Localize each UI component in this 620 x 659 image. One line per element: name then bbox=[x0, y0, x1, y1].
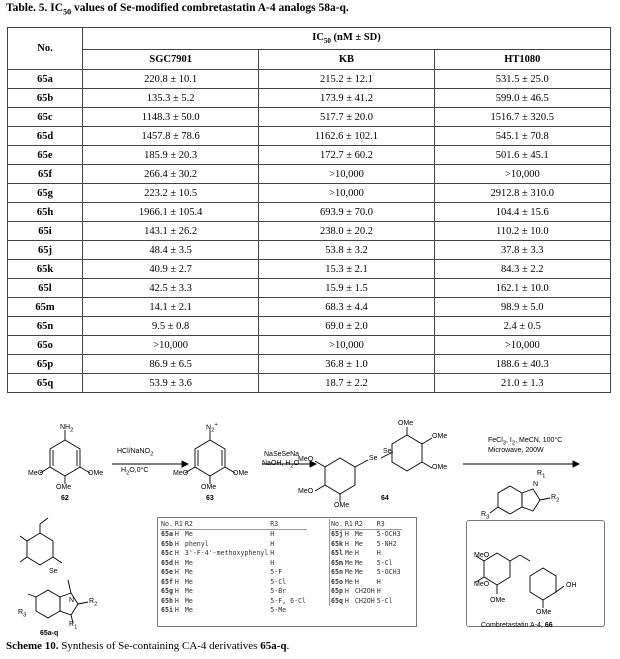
substituent-row bbox=[160, 549, 307, 559]
ic50-value-cell: 599.0 ± 46.5 bbox=[434, 89, 610, 108]
substituent-row bbox=[330, 596, 402, 606]
col-kb-header: KB bbox=[259, 50, 434, 70]
ic50-value-cell: 15.3 ± 2.1 bbox=[259, 260, 434, 279]
table-row bbox=[8, 355, 611, 374]
table-row bbox=[8, 279, 611, 298]
oh-label-66: OH bbox=[566, 582, 577, 589]
substituent-cell: Me bbox=[354, 558, 363, 567]
substituent-cell: 65d bbox=[161, 558, 173, 567]
substituent-cell: Me bbox=[354, 568, 363, 577]
ic50-value-cell: 215.2 ± 12.1 bbox=[259, 70, 434, 89]
substituent-cell: Me bbox=[344, 577, 353, 586]
compound-id-cell: 65b bbox=[8, 89, 83, 108]
ome-label-64b: OMe bbox=[432, 433, 448, 440]
substituent-cell: H bbox=[376, 587, 381, 596]
substituent-cell: H bbox=[344, 539, 349, 548]
substituent-cell: R2 bbox=[184, 519, 269, 529]
col-ht1080-header: HT1080 bbox=[434, 50, 610, 70]
substituent-cell: H bbox=[354, 549, 359, 558]
substituent-cell: Me bbox=[184, 568, 193, 577]
substituent-cell: 5-Me bbox=[270, 606, 287, 615]
substituent-row bbox=[160, 529, 307, 539]
substituent-cell: H bbox=[174, 577, 179, 586]
r2-label-65: $R_2$ bbox=[89, 598, 98, 608]
ic50-value-cell: 1162.6 ± 102.1 bbox=[259, 127, 434, 146]
ome-label-62a: OMe bbox=[88, 470, 104, 477]
substituent-cell: CH2OH bbox=[354, 596, 375, 605]
meo-label-63: MeO bbox=[173, 470, 189, 477]
substituent-cell: R2 bbox=[354, 519, 376, 529]
substituent-cell: No. bbox=[331, 519, 343, 528]
ome-label-66a: OMe bbox=[490, 597, 506, 604]
substituent-cell: Me bbox=[354, 539, 363, 548]
ic50-value-cell: 143.1 ± 26.2 bbox=[83, 222, 259, 241]
substituent-cell: H bbox=[354, 577, 359, 586]
r3-label-65: $R_3$ bbox=[18, 609, 27, 619]
table-row bbox=[8, 184, 611, 203]
ic50-value-cell: >10,000 bbox=[259, 165, 434, 184]
compound-id-cell: 65i bbox=[8, 222, 83, 241]
substituent-row bbox=[330, 539, 402, 549]
ic50-value-cell: 68.3 ± 4.4 bbox=[259, 298, 434, 317]
substituent-cell: H bbox=[270, 530, 275, 539]
substituent-table bbox=[157, 517, 417, 627]
table-row bbox=[8, 89, 611, 108]
substituent-cell: H bbox=[174, 539, 179, 548]
substituent-row bbox=[160, 606, 307, 616]
compound-id-cell: 65a bbox=[8, 70, 83, 89]
ic50-value-cell: 9.5 ± 0.8 bbox=[83, 317, 259, 336]
compound-id-cell: 65p bbox=[8, 355, 83, 374]
ic50-value-cell: 172.7 ± 60.2 bbox=[259, 146, 434, 165]
ic50-value-cell: >10,000 bbox=[83, 336, 259, 355]
substituent-cell: H bbox=[270, 539, 275, 548]
substituent-cell: 5-F, 6-Cl bbox=[270, 596, 306, 605]
table-row bbox=[8, 317, 611, 336]
scheme-caption: Scheme 10. Synthesis of Se-containing CA-4 derivatives 65a-q. bbox=[6, 640, 290, 652]
se-label-1: Se bbox=[369, 455, 378, 462]
ic50-value-cell: 162.1 ± 10.0 bbox=[434, 279, 610, 298]
ic50-value-cell: >10,000 bbox=[434, 336, 610, 355]
reagent2-line1: NaSeSeNa bbox=[264, 451, 300, 458]
ic50-value-cell: 53.8 ± 3.2 bbox=[259, 241, 434, 260]
ic50-value-cell: 223.2 ± 10.5 bbox=[83, 184, 259, 203]
substituent-cell: 65p bbox=[331, 587, 343, 596]
substituent-cell: H bbox=[344, 587, 349, 596]
substituent-row bbox=[330, 519, 402, 529]
meo-label-64b: MeO bbox=[298, 488, 314, 495]
ic50-value-cell: 104.4 ± 15.6 bbox=[434, 203, 610, 222]
substituent-cell: 65h bbox=[161, 596, 173, 605]
compound-id-cell: 65g bbox=[8, 184, 83, 203]
substituent-cell: 65l bbox=[331, 549, 343, 558]
compound-id-cell: 65e bbox=[8, 146, 83, 165]
table-row bbox=[8, 203, 611, 222]
reagent1-line1: HCl/NaNO$_2$ bbox=[117, 448, 154, 458]
indole-r3-label: $R_3$ bbox=[481, 511, 490, 521]
ic50-value-cell: >10,000 bbox=[259, 336, 434, 355]
ome-label-66b: OMe bbox=[536, 609, 552, 616]
substituent-cell: 5-OCH3 bbox=[376, 568, 401, 577]
substituent-cell: 65q bbox=[331, 596, 343, 605]
ic50-value-cell: 37.8 ± 3.3 bbox=[434, 241, 610, 260]
ic50-value-cell: 220.8 ± 10.1 bbox=[83, 70, 259, 89]
ic50-value-cell: 1516.7 ± 320.5 bbox=[434, 108, 610, 127]
table-caption: Table. 5. $IC_{50}$ values of Se-modified combretastatin A-4 analogs 58a-q. bbox=[6, 2, 349, 17]
ic50-value-cell: >10,000 bbox=[434, 165, 610, 184]
compound-id-cell: 65q bbox=[8, 374, 83, 393]
substituent-cell: 65c bbox=[161, 549, 173, 558]
substituent-cell: 5-Br bbox=[270, 587, 287, 596]
substituent-cell: Me bbox=[344, 558, 353, 567]
substituent-cell: 65g bbox=[161, 587, 173, 596]
substituent-cell: Me bbox=[184, 596, 193, 605]
ic50-value-cell: 135.3 ± 5.2 bbox=[83, 89, 259, 108]
table-row bbox=[8, 374, 611, 393]
ic50-value-cell: 110.2 ± 10.0 bbox=[434, 222, 610, 241]
ic50-value-cell: 36.8 ± 1.0 bbox=[259, 355, 434, 374]
ic50-value-cell: 84.3 ± 2.2 bbox=[434, 260, 610, 279]
substituent-cell: Me bbox=[344, 549, 353, 558]
ome-label-62b: OMe bbox=[56, 484, 72, 491]
substituent-cell: R3 bbox=[269, 519, 307, 529]
ic50-value-cell: 1457.8 ± 78.6 bbox=[83, 127, 259, 146]
ic50-value-cell: 48.4 ± 3.5 bbox=[83, 241, 259, 260]
table-row bbox=[8, 260, 611, 279]
compound-id-cell: 65c bbox=[8, 108, 83, 127]
ic50-value-cell: >10,000 bbox=[259, 184, 434, 203]
substituent-cell: H bbox=[376, 549, 381, 558]
ic50-value-cell: 2.4 ± 0.5 bbox=[434, 317, 610, 336]
substituent-cell: 5-NH2 bbox=[376, 539, 397, 548]
substituent-cell: Me bbox=[184, 587, 193, 596]
substituent-cell: H bbox=[174, 549, 179, 558]
se-label-65: Se bbox=[49, 568, 58, 575]
compound-id-cell: 65j bbox=[8, 241, 83, 260]
indole-r2-label: $R_2$ bbox=[551, 494, 560, 504]
ome-label-63a: OMe bbox=[233, 470, 249, 477]
ic50-header: $IC_{50}$ (nM ± SD) bbox=[83, 28, 611, 50]
compound-id-cell: 65f bbox=[8, 165, 83, 184]
table-row bbox=[8, 298, 611, 317]
compound-64-label: 64 bbox=[381, 495, 389, 502]
substituent-cell: 5-Cl bbox=[270, 577, 287, 586]
table-row bbox=[8, 222, 611, 241]
reagent3-line2: Microwave, 200W bbox=[488, 447, 544, 454]
substituent-cell: H bbox=[174, 568, 179, 577]
compound-id-cell: 65h bbox=[8, 203, 83, 222]
ic50-value-cell: 2912.8 ± 310.0 bbox=[434, 184, 610, 203]
compound-65-label: 65a-q bbox=[40, 630, 59, 637]
substituent-cell: 5-Cl bbox=[376, 596, 393, 605]
nh2-label: $NH_2$ bbox=[60, 424, 74, 434]
substituent-row bbox=[160, 577, 307, 587]
ic50-value-cell: 545.1 ± 70.8 bbox=[434, 127, 610, 146]
compound-id-cell: 65m bbox=[8, 298, 83, 317]
reagent2-line2: NaOH, $H_2O$ bbox=[262, 460, 300, 470]
ic50-value-cell: 531.5 ± 25.0 bbox=[434, 70, 610, 89]
substituent-cell: 65o bbox=[331, 577, 343, 586]
table-row bbox=[8, 127, 611, 146]
ic50-value-cell: 188.6 ± 40.3 bbox=[434, 355, 610, 374]
substituent-cell: 65b bbox=[161, 539, 173, 548]
ic50-value-cell: 69.0 ± 2.0 bbox=[259, 317, 434, 336]
substituent-cell: Me bbox=[184, 558, 193, 567]
ic50-value-cell: 173.9 ± 41.2 bbox=[259, 89, 434, 108]
substituent-cell: H bbox=[270, 558, 275, 567]
ome-label-63b: OMe bbox=[201, 484, 217, 491]
compound-63-label: 63 bbox=[206, 495, 214, 502]
substituent-cell: 5-F bbox=[270, 568, 283, 577]
substituent-cell: 3'-F-4'-methoxyphenyl bbox=[184, 549, 269, 558]
ic50-value-cell: 21.0 ± 1.3 bbox=[434, 374, 610, 393]
ic50-value-cell: 14.1 ± 2.1 bbox=[83, 298, 259, 317]
substituent-row bbox=[330, 558, 402, 568]
substituent-cell: H bbox=[270, 549, 275, 558]
ome-label-64c: OMe bbox=[432, 464, 448, 471]
indole-r1-label: $R_1$ bbox=[537, 470, 546, 480]
substituent-row bbox=[330, 587, 402, 597]
indole-n-label: N bbox=[533, 481, 539, 488]
ome-label-64a: OMe bbox=[398, 420, 414, 427]
substituent-cell: 65j bbox=[331, 530, 343, 539]
substituent-cell: 65m bbox=[331, 558, 343, 567]
substituent-cell: phenyl bbox=[184, 539, 209, 548]
ic50-value-cell: 18.7 ± 2.2 bbox=[259, 374, 434, 393]
ic50-value-cell: 185.9 ± 20.3 bbox=[83, 146, 259, 165]
substituent-row bbox=[160, 587, 307, 597]
meo-label-66a: MeO bbox=[474, 552, 490, 559]
substituent-cell: 65e bbox=[161, 568, 173, 577]
substituent-cell: H bbox=[344, 530, 349, 539]
col-sgc7901-header: SGC7901 bbox=[83, 50, 259, 70]
substituent-cell: CH2OH bbox=[354, 587, 375, 596]
table-row bbox=[8, 108, 611, 127]
substituent-cell: Me bbox=[344, 568, 353, 577]
substituent-row bbox=[330, 568, 402, 578]
substituent-row bbox=[330, 549, 402, 559]
compound-id-cell: 65k bbox=[8, 260, 83, 279]
table-row bbox=[8, 336, 611, 355]
ic50-value-cell: 517.7 ± 20.0 bbox=[259, 108, 434, 127]
ic50-value-cell: 40.9 ± 2.7 bbox=[83, 260, 259, 279]
col-no-header: No. bbox=[8, 28, 83, 70]
compound-id-cell: 65o bbox=[8, 336, 83, 355]
substituent-row bbox=[330, 577, 402, 587]
ome-label-64d: OMe bbox=[334, 502, 350, 509]
reagent1-line2: $H_2O,0^\circ C$ bbox=[121, 467, 149, 477]
meo-label-64a: MeO bbox=[298, 456, 314, 463]
substituent-cell: H bbox=[174, 596, 179, 605]
table-row bbox=[8, 146, 611, 165]
substituent-cell: R1 bbox=[344, 519, 353, 528]
compound-id-cell: 65d bbox=[8, 127, 83, 146]
table-row bbox=[8, 241, 611, 260]
substituent-cell: H bbox=[174, 530, 179, 539]
substituent-cell: H bbox=[376, 577, 381, 586]
substituent-cell: 65i bbox=[161, 606, 173, 615]
meo-label-66b: MeO bbox=[474, 581, 490, 588]
ic50-value-cell: 86.9 ± 6.5 bbox=[83, 355, 259, 374]
n-label-65: N bbox=[69, 597, 75, 604]
ic50-value-cell: 693.9 ± 70.0 bbox=[259, 203, 434, 222]
substituent-cell: Me bbox=[184, 577, 193, 586]
substituent-cell: 65k bbox=[331, 539, 343, 548]
ic50-value-cell: 1148.3 ± 50.0 bbox=[83, 108, 259, 127]
substituent-cell: Me bbox=[184, 606, 193, 615]
substituent-cell: Me bbox=[354, 530, 363, 539]
substituent-cell: 65a bbox=[161, 530, 173, 539]
substituent-cell: 65n bbox=[331, 568, 343, 577]
ic50-value-cell: 238.0 ± 20.2 bbox=[259, 222, 434, 241]
substituent-cell: 5-OCH3 bbox=[376, 530, 401, 539]
ic50-value-cell: 15.9 ± 1.5 bbox=[259, 279, 434, 298]
substituent-cell: H bbox=[174, 558, 179, 567]
table-row bbox=[8, 70, 611, 89]
compound-62-label: 62 bbox=[61, 495, 69, 502]
substituent-row bbox=[160, 568, 307, 578]
substituent-cell: 5-Cl bbox=[376, 558, 393, 567]
ic50-value-cell: 42.5 ± 3.3 bbox=[83, 279, 259, 298]
ic50-value-cell: 98.9 ± 5.0 bbox=[434, 298, 610, 317]
substituent-cell: R3 bbox=[376, 519, 402, 529]
compound-66-label: Combretastatin A-4, 66 bbox=[481, 622, 553, 629]
table-row bbox=[8, 165, 611, 184]
substituent-cell: H bbox=[174, 606, 179, 615]
substituent-row bbox=[330, 529, 402, 539]
meo-label-62: MeO bbox=[28, 470, 44, 477]
ic50-value-cell: 501.6 ± 45.1 bbox=[434, 146, 610, 165]
substituent-cell: R1 bbox=[174, 519, 183, 528]
ic50-value-cell: 266.4 ± 30.2 bbox=[83, 165, 259, 184]
compound-id-cell: 65l bbox=[8, 279, 83, 298]
substituent-cell: 65f bbox=[161, 577, 173, 586]
substituent-cell: H bbox=[344, 596, 349, 605]
substituent-row bbox=[160, 558, 307, 568]
n2plus-label: $N_2^+$ bbox=[206, 422, 218, 434]
substituent-row bbox=[160, 596, 307, 606]
substituent-row bbox=[160, 539, 307, 549]
compound-id-cell: 65n bbox=[8, 317, 83, 336]
ic50-table bbox=[7, 27, 611, 393]
substituent-cell: H bbox=[174, 587, 179, 596]
r1-label-65: $R_1$ bbox=[69, 621, 78, 631]
substituent-cell: No. bbox=[161, 519, 173, 528]
ic50-value-cell: 53.9 ± 3.6 bbox=[83, 374, 259, 393]
se-label-2: Se bbox=[383, 448, 392, 455]
substituent-row bbox=[160, 519, 307, 529]
reagent3-line1: FeCl$_3$, $I_2$, MeCN, 100°C bbox=[488, 437, 563, 447]
substituent-cell: Me bbox=[184, 530, 193, 539]
ic50-value-cell: 1966.1 ± 105.4 bbox=[83, 203, 259, 222]
